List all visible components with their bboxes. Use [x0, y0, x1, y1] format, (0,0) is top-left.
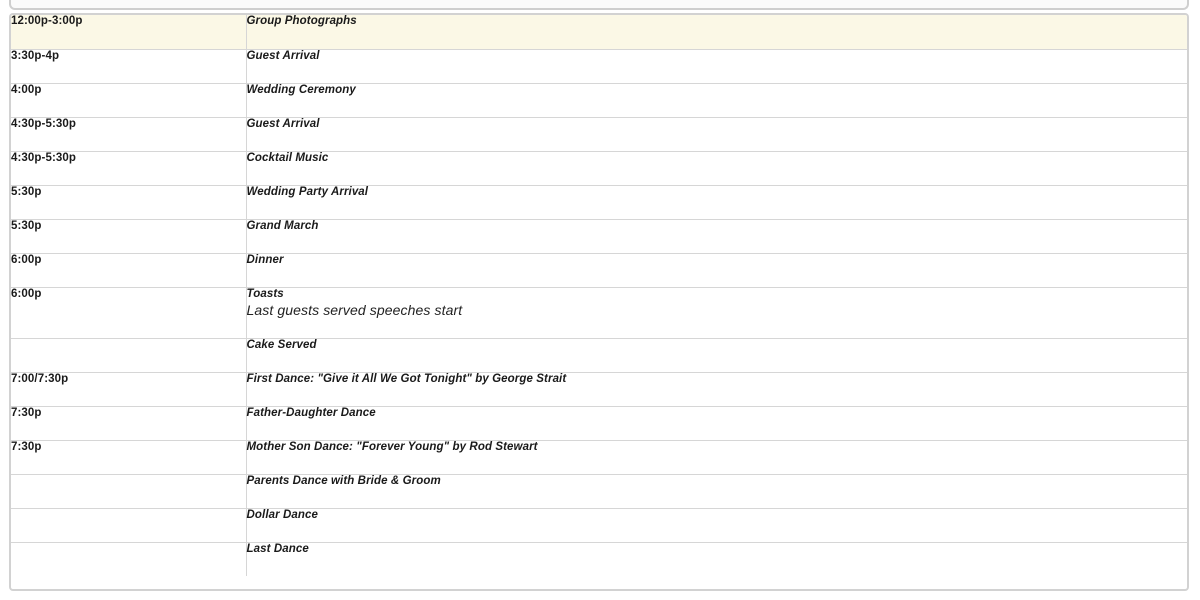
event-cell [246, 49, 1187, 83]
schedule-row [11, 253, 1187, 287]
event-cell [246, 287, 1187, 338]
event-cell [246, 338, 1187, 372]
event-title: Father-Daughter Dance [246, 406, 376, 419]
event-title: Dinner [246, 253, 284, 266]
event-cell [246, 185, 1187, 219]
event-title: Wedding Party Arrival [246, 185, 369, 198]
event-title: Grand March [246, 219, 319, 232]
event-title: Guest Arrival [246, 117, 320, 130]
time-cell: 3:30p-4p [11, 49, 246, 83]
event-cell [246, 219, 1187, 253]
schedule-row [11, 542, 1187, 576]
schedule-row [11, 338, 1187, 372]
time-cell: 4:30p-5:30p [11, 117, 246, 151]
schedule-row [11, 117, 1187, 151]
time-cell: 4:30p-5:30p [11, 151, 246, 185]
time-cell: 6:00p [11, 253, 246, 287]
event-cell [246, 406, 1187, 440]
schedule-row [11, 83, 1187, 117]
event-title: Guest Arrival [246, 49, 320, 62]
top-panel-edge [9, 0, 1189, 10]
time-cell: 12:00p-3:00p [11, 15, 246, 49]
event-cell [246, 542, 1187, 576]
event-cell [246, 83, 1187, 117]
event-cell [246, 372, 1187, 406]
time-cell [11, 542, 246, 576]
time-cell: 5:30p [11, 219, 246, 253]
schedule-row [11, 15, 1187, 49]
schedule-table-body [11, 15, 1187, 576]
event-title: Cocktail Music [246, 151, 329, 164]
schedule-row [11, 151, 1187, 185]
event-title: Cake Served [246, 338, 317, 351]
event-cell [246, 117, 1187, 151]
time-cell: 5:30p [11, 185, 246, 219]
schedule-row [11, 474, 1187, 508]
event-cell [246, 151, 1187, 185]
event-note: Last guests served speeches start [246, 301, 463, 318]
time-cell: 7:00/7:30p [11, 372, 246, 406]
schedule-row [11, 49, 1187, 83]
time-cell: 4:00p [11, 83, 246, 117]
schedule-row [11, 219, 1187, 253]
event-title: Last Dance [246, 542, 309, 555]
event-cell [246, 440, 1187, 474]
schedule-row [11, 185, 1187, 219]
time-cell [11, 508, 246, 542]
schedule-table-container [9, 13, 1189, 591]
time-cell [11, 338, 246, 372]
event-title: Dollar Dance [246, 508, 319, 521]
schedule-row [11, 440, 1187, 474]
event-title: Mother Son Dance: "Forever Young" by Rod Stewart [246, 440, 538, 453]
event-title: First Dance: "Give it All We Got Tonight" by George Strait [246, 372, 567, 385]
schedule-row [11, 372, 1187, 406]
event-title: Parents Dance with Bride & Groom [246, 474, 441, 487]
time-cell: 6:00p [11, 287, 246, 338]
event-cell [246, 474, 1187, 508]
time-cell [11, 474, 246, 508]
event-cell [246, 253, 1187, 287]
event-cell [246, 508, 1187, 542]
time-cell: 7:30p [11, 440, 246, 474]
schedule-table [11, 15, 1187, 576]
schedule-row [11, 287, 1187, 338]
schedule-row [11, 406, 1187, 440]
event-title: Group Photographs [246, 15, 357, 27]
event-cell [246, 15, 1187, 49]
event-title: Wedding Ceremony [246, 83, 356, 96]
event-title: Toasts [246, 287, 284, 300]
schedule-row [11, 508, 1187, 542]
time-cell: 7:30p [11, 406, 246, 440]
